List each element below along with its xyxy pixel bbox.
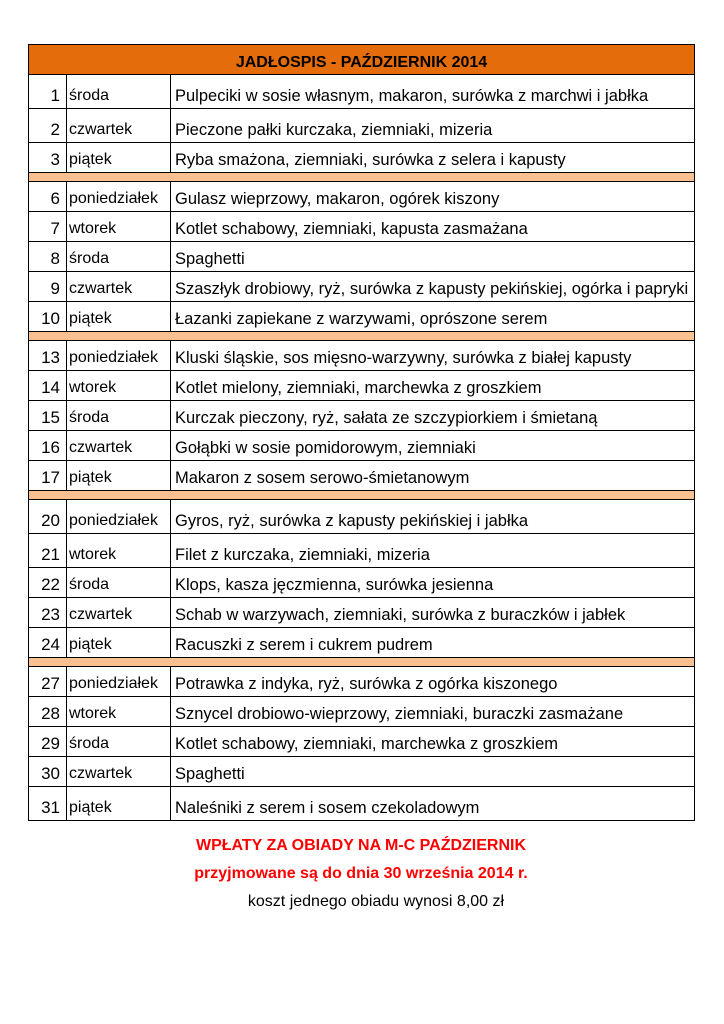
- weekday: czwartek: [67, 757, 171, 787]
- weekday: wtorek: [67, 371, 171, 401]
- day-number: 23: [29, 598, 67, 628]
- dish-description: Szaszłyk drobiowy, ryż, surówka z kapusty pekińskiej, ogórka i papryki: [171, 272, 695, 302]
- dish-description: Klops, kasza jęczmienna, surówka jesienna: [171, 568, 695, 598]
- weekday: czwartek: [67, 598, 171, 628]
- weekday: poniedziałek: [67, 667, 171, 697]
- week-separator-cell: [29, 491, 695, 500]
- week-separator-cell: [29, 173, 695, 182]
- weekday: wtorek: [67, 697, 171, 727]
- day-number: 22: [29, 568, 67, 598]
- dish-description: Filet z kurczaka, ziemniaki, mizeria: [171, 534, 695, 568]
- dish-description: Sznycel drobiowo-wieprzowy, ziemniaki, buraczki zasmażane: [171, 697, 695, 727]
- dish-description: Gyros, ryż, surówka z kapusty pekińskiej i jabłka: [171, 500, 695, 534]
- menu-row: [29, 75, 695, 109]
- dish-description: Ryba smażona, ziemniaki, surówka z selera i kapusty: [171, 143, 695, 173]
- menu-row: [29, 431, 695, 461]
- day-number: 1: [29, 75, 67, 109]
- meal-cost: koszt jednego obiadu wynosi 8,00 zł: [247, 893, 505, 910]
- weekday: wtorek: [67, 534, 171, 568]
- menu-table: [28, 44, 695, 821]
- dish-description: Pieczone pałki kurczaka, ziemniaki, mizeria: [171, 109, 695, 143]
- payment-notes: [28, 832, 694, 916]
- menu-title: JADŁOSPIS - PAŹDZIERNIK 2014: [29, 45, 695, 75]
- weekday: poniedziałek: [67, 500, 171, 534]
- day-number: 17: [29, 461, 67, 491]
- dish-description: Naleśniki z serem i sosem czekoladowym: [171, 787, 695, 821]
- weekday: czwartek: [67, 272, 171, 302]
- dish-description: Łazanki zapiekane z warzywami, oprószone serem: [171, 302, 695, 332]
- day-number: 16: [29, 431, 67, 461]
- dish-description: Kurczak pieczony, ryż, sałata ze szczypiorkiem i śmietaną: [171, 401, 695, 431]
- dish-description: Kotlet schabowy, ziemniaki, marchewka z groszkiem: [171, 727, 695, 757]
- dish-description: Makaron z sosem serowo-śmietanowym: [171, 461, 695, 491]
- day-number: 31: [29, 787, 67, 821]
- dish-description: Spaghetti: [171, 242, 695, 272]
- day-number: 9: [29, 272, 67, 302]
- dish-description: Pulpeciki w sosie własnym, makaron, surówka z marchwi i jabłka: [171, 75, 695, 109]
- week-separator: [29, 658, 695, 667]
- dish-description: Schab w warzywach, ziemniaki, surówka z buraczków i jabłek: [171, 598, 695, 628]
- day-number: 6: [29, 182, 67, 212]
- menu-row: [29, 500, 695, 534]
- menu-row: [29, 568, 695, 598]
- day-number: 8: [29, 242, 67, 272]
- dish-description: Spaghetti: [171, 757, 695, 787]
- weekday: środa: [67, 75, 171, 109]
- day-number: 10: [29, 302, 67, 332]
- menu-row: [29, 143, 695, 173]
- weekday: wtorek: [67, 212, 171, 242]
- menu-row: [29, 212, 695, 242]
- day-number: 2: [29, 109, 67, 143]
- day-number: 29: [29, 727, 67, 757]
- menu-row: [29, 242, 695, 272]
- weekday: poniedziałek: [67, 341, 171, 371]
- dish-description: Gołąbki w sosie pomidorowym, ziemniaki: [171, 431, 695, 461]
- weekday: piątek: [67, 302, 171, 332]
- day-number: 7: [29, 212, 67, 242]
- menu-row: [29, 667, 695, 697]
- day-number: 14: [29, 371, 67, 401]
- week-separator-cell: [29, 658, 695, 667]
- weekday: piątek: [67, 628, 171, 658]
- weekday: czwartek: [67, 431, 171, 461]
- week-separator: [29, 173, 695, 182]
- menu-row: [29, 371, 695, 401]
- dish-description: Kluski śląskie, sos mięsno-warzywny, surówka z białej kapusty: [171, 341, 695, 371]
- weekday: środa: [67, 401, 171, 431]
- dish-description: Racuszki z serem i cukrem pudrem: [171, 628, 695, 658]
- menu-row: [29, 628, 695, 658]
- menu-row: [29, 757, 695, 787]
- menu-row: [29, 598, 695, 628]
- menu-table-body: [29, 45, 695, 821]
- weekday: środa: [67, 242, 171, 272]
- weekday: piątek: [67, 143, 171, 173]
- day-number: 28: [29, 697, 67, 727]
- menu-row: [29, 727, 695, 757]
- week-separator: [29, 332, 695, 341]
- day-number: 21: [29, 534, 67, 568]
- day-number: 30: [29, 757, 67, 787]
- week-separator: [29, 491, 695, 500]
- weekday: środa: [67, 568, 171, 598]
- payment-heading: WPŁATY ZA OBIADY NA M-C PAŹDZIERNIK: [195, 837, 527, 854]
- day-number: 15: [29, 401, 67, 431]
- dish-description: Potrawka z indyka, ryż, surówka z ogórka kiszonego: [171, 667, 695, 697]
- day-number: 3: [29, 143, 67, 173]
- menu-row: [29, 401, 695, 431]
- weekday: czwartek: [67, 109, 171, 143]
- day-number: 13: [29, 341, 67, 371]
- weekday: poniedziałek: [67, 182, 171, 212]
- day-number: 27: [29, 667, 67, 697]
- menu-sheet: [28, 44, 694, 821]
- dish-description: Kotlet mielony, ziemniaki, marchewka z groszkiem: [171, 371, 695, 401]
- weekday: środa: [67, 727, 171, 757]
- title-row: [29, 45, 695, 75]
- menu-row: [29, 182, 695, 212]
- menu-row: [29, 697, 695, 727]
- week-separator-cell: [29, 332, 695, 341]
- menu-row: [29, 787, 695, 821]
- dish-description: Kotlet schabowy, ziemniaki, kapusta zasmażana: [171, 212, 695, 242]
- menu-row: [29, 461, 695, 491]
- menu-row: [29, 272, 695, 302]
- payment-deadline: przyjmowane są do dnia 30 września 2014 r.: [194, 865, 528, 882]
- menu-row: [29, 341, 695, 371]
- weekday: piątek: [67, 787, 171, 821]
- menu-row: [29, 302, 695, 332]
- menu-row: [29, 534, 695, 568]
- day-number: 20: [29, 500, 67, 534]
- menu-row: [29, 109, 695, 143]
- dish-description: Gulasz wieprzowy, makaron, ogórek kiszony: [171, 182, 695, 212]
- weekday: piątek: [67, 461, 171, 491]
- day-number: 24: [29, 628, 67, 658]
